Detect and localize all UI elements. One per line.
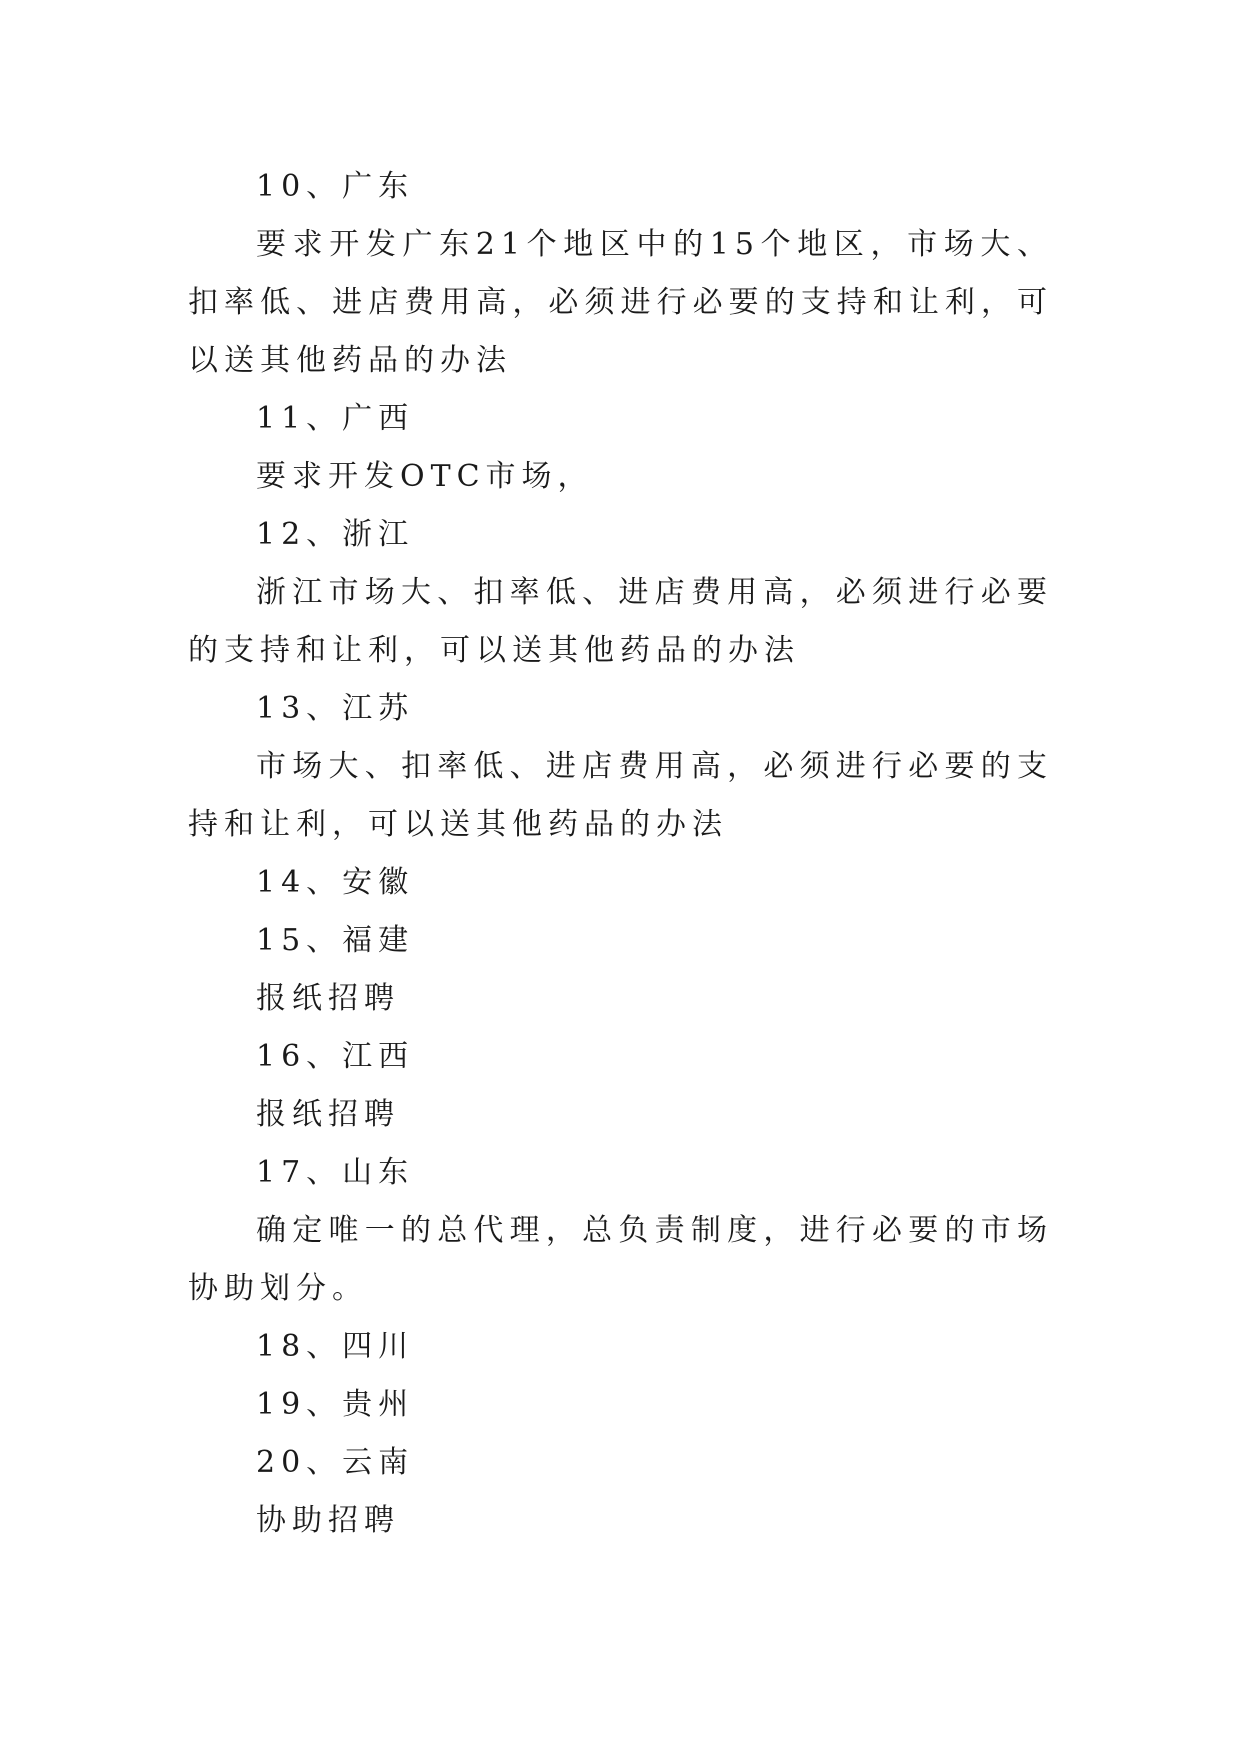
section-heading-fujian: 15、福建 bbox=[256, 923, 415, 958]
paragraph-yunnan: 协助招聘 bbox=[256, 1503, 400, 1538]
section-heading-guangxi: 11、广西 bbox=[256, 401, 415, 436]
document-body bbox=[188, 158, 1053, 1550]
paragraph-shandong: 确定唯一的总代理，总负责制度，进行必要的市场协助划分。 bbox=[188, 1213, 1053, 1306]
section-heading-guangdong: 10、广东 bbox=[256, 169, 415, 204]
section-heading-zhejiang: 12、浙江 bbox=[256, 517, 415, 552]
paragraph-fujian: 报纸招聘 bbox=[256, 981, 400, 1016]
section-heading-jiangxi: 16、江西 bbox=[256, 1039, 415, 1074]
paragraph-jiangxi: 报纸招聘 bbox=[256, 1097, 400, 1132]
paragraph-jiangsu: 市场大、扣率低、进店费用高，必须进行必要的支持和让利，可以送其他药品的办法 bbox=[188, 749, 1053, 842]
paragraph-zhejiang: 浙江市场大、扣率低、进店费用高，必须进行必要的支持和让利，可以送其他药品的办法 bbox=[188, 575, 1053, 668]
section-heading-yunnan: 20、云南 bbox=[256, 1445, 415, 1480]
section-heading-anhui: 14、安徽 bbox=[256, 865, 415, 900]
section-heading-guizhou: 19、贵州 bbox=[256, 1387, 415, 1422]
section-heading-jiangsu: 13、江苏 bbox=[256, 691, 415, 726]
paragraph-guangdong: 要求开发广东21个地区中的15个地区，市场大、扣率低、进店费用高，必须进行必要的支持和让利，可以送其他药品的办法 bbox=[188, 227, 1053, 378]
section-heading-sichuan: 18、四川 bbox=[256, 1329, 415, 1364]
paragraph-guangxi: 要求开发OTC市场， bbox=[256, 459, 594, 494]
section-heading-shandong: 17、山东 bbox=[256, 1155, 415, 1190]
